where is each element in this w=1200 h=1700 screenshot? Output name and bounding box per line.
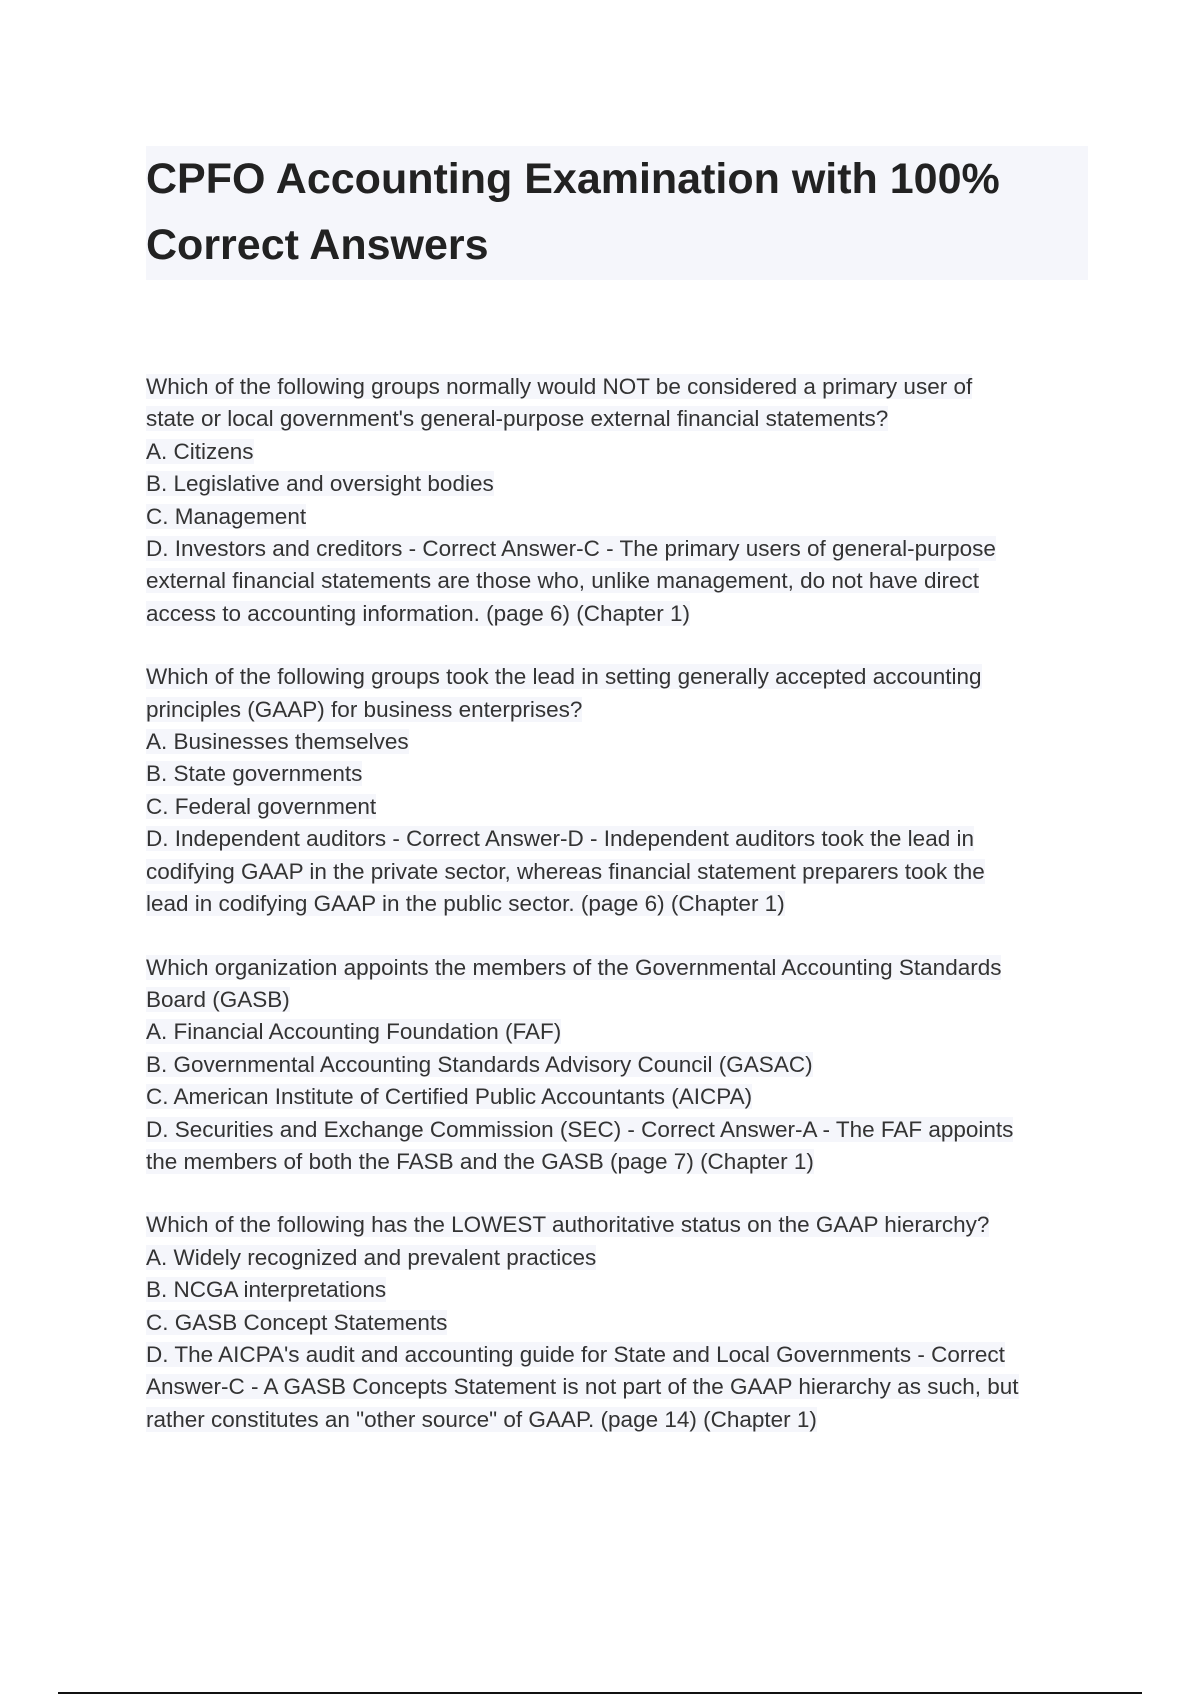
option-text: B. Legislative and oversight bodies <box>146 471 494 497</box>
option-c <box>146 1081 1088 1113</box>
question-line <box>146 371 1088 403</box>
option-text: C. American Institute of Certified Public Accountants (AICPA) <box>146 1084 753 1110</box>
option-a <box>146 1242 1088 1274</box>
question-text: state or local government's general-purpose external financial statements? <box>146 406 889 432</box>
question-line <box>146 661 1088 693</box>
answer-line <box>146 1371 1088 1403</box>
option-a <box>146 726 1088 758</box>
answer-text: lead in codifying GAAP in the public sector. (page 6) (Chapter 1) <box>146 891 785 917</box>
option-text: A. Widely recognized and prevalent practices <box>146 1244 597 1270</box>
answer-line <box>146 1404 1088 1436</box>
question-4 <box>146 1209 1088 1436</box>
question-line <box>146 1209 1088 1241</box>
option-d-answer <box>146 533 1088 565</box>
option-d-answer <box>146 1114 1088 1146</box>
answer-line <box>146 565 1088 597</box>
question-text: principles (GAAP) for business enterprises? <box>146 696 583 722</box>
option-a <box>146 1016 1088 1048</box>
option-text: A. Financial Accounting Foundation (FAF) <box>146 1019 562 1045</box>
option-d-answer <box>146 1339 1088 1371</box>
title-line-2: Correct Answers <box>146 221 489 269</box>
question-text: Which of the following groups normally would NOT be considered a primary user of <box>146 374 973 399</box>
option-text: C. Management <box>146 503 307 529</box>
answer-text: access to accounting information. (page 6) (Chapter 1) <box>146 600 691 626</box>
answer-text: D. Securities and Exchange Commission (SEC) - Correct Answer-A - The FAF appoints <box>146 1116 1014 1142</box>
answer-line <box>146 598 1088 630</box>
question-line <box>146 403 1088 435</box>
option-c <box>146 1307 1088 1339</box>
option-c <box>146 791 1088 823</box>
option-text: B. NCGA interpretations <box>146 1277 387 1303</box>
option-b <box>146 468 1088 500</box>
option-text: B. Governmental Accounting Standards Advisory Council (GASAC) <box>146 1051 813 1077</box>
answer-line <box>146 888 1088 920</box>
answer-line <box>146 1146 1088 1178</box>
question-text: Which organization appoints the members of the Governmental Accounting Standards <box>146 954 1002 980</box>
document-title <box>146 146 1088 278</box>
answer-text: D. The AICPA's audit and accounting guide for State and Local Governments - Correct <box>146 1341 1005 1367</box>
option-c <box>146 501 1088 533</box>
question-text: Which of the following groups took the lead in setting generally accepted accounting <box>146 664 982 690</box>
option-a <box>146 436 1088 468</box>
question-text: Board (GASB) <box>146 986 290 1012</box>
question-line <box>146 694 1088 726</box>
answer-text: Answer-C - A GASB Concepts Statement is not part of the GAAP hierarchy as such, but <box>146 1374 1019 1400</box>
option-b <box>146 758 1088 790</box>
answer-text: rather constitutes an "other source" of GAAP. (page 14) (Chapter 1) <box>146 1406 817 1432</box>
option-text: C. Federal government <box>146 793 377 819</box>
option-text: A. Businesses themselves <box>146 729 409 755</box>
question-line <box>146 952 1088 984</box>
question-line <box>146 984 1088 1016</box>
answer-text: codifying GAAP in the private sector, whereas financial statement preparers took the <box>146 858 985 884</box>
option-text: B. State governments <box>146 761 363 787</box>
question-text: Which of the following has the LOWEST authoritative status on the GAAP hierarchy? <box>146 1212 990 1238</box>
option-b <box>146 1274 1088 1306</box>
option-text: A. Citizens <box>146 438 254 464</box>
title-line-1: CPFO Accounting Examination with 100% <box>146 155 1000 203</box>
option-d-answer <box>146 823 1088 855</box>
answer-text: D. Independent auditors - Correct Answer-D - Independent auditors took the lead in <box>146 826 974 852</box>
question-list <box>146 371 1088 1467</box>
option-b <box>146 1049 1088 1081</box>
answer-text: the members of both the FASB and the GASB (page 7) (Chapter 1) <box>146 1148 814 1174</box>
question-1 <box>146 371 1088 630</box>
option-text: C. GASB Concept Statements <box>146 1309 448 1335</box>
question-3 <box>146 952 1088 1179</box>
question-2 <box>146 661 1088 920</box>
answer-line <box>146 856 1088 888</box>
title-block <box>146 146 1088 280</box>
answer-text: D. Investors and creditors - Correct Answer-C - The primary users of general-purpose <box>146 536 996 562</box>
answer-text: external financial statements are those who, unlike management, do not have direct <box>146 568 979 594</box>
footer-divider <box>58 1692 1142 1694</box>
